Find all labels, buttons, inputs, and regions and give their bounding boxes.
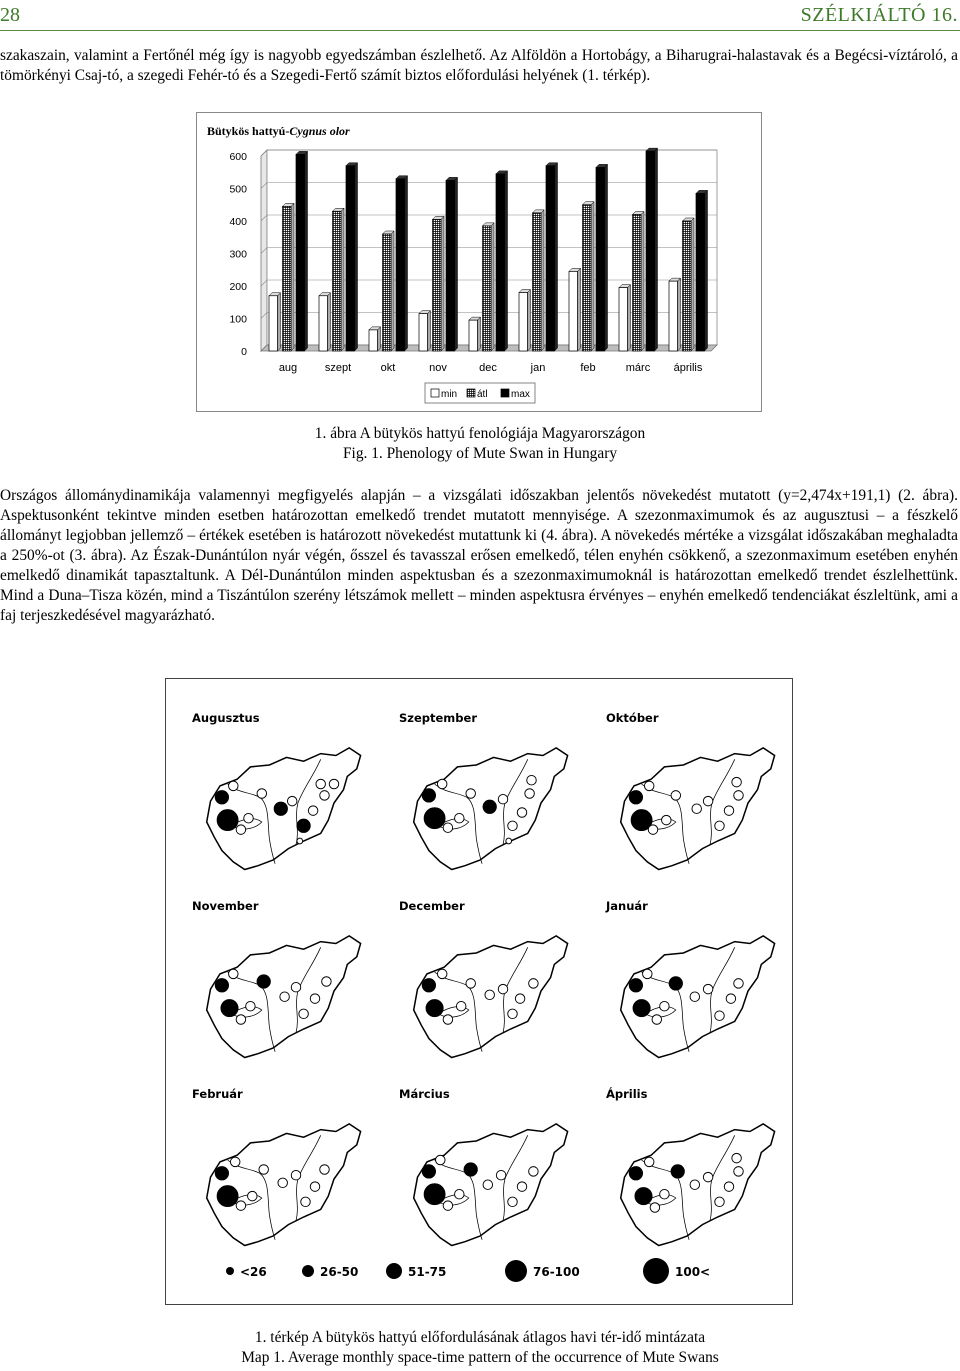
bar-side bbox=[378, 327, 381, 351]
bar-side bbox=[455, 177, 458, 351]
journal-title: SZÉLKIÁLTÓ 16. bbox=[800, 4, 958, 26]
legend-swatch bbox=[501, 389, 509, 397]
bar-max bbox=[396, 179, 405, 351]
bar-max bbox=[596, 167, 605, 351]
bar-max bbox=[696, 193, 705, 351]
map-month-label: Április bbox=[606, 1087, 648, 1101]
map1-caption-en: Map 1. Average monthly space-time pattern of the occurrence of Mute Swans bbox=[241, 1349, 719, 1366]
occurrence-dot bbox=[660, 1189, 670, 1199]
occurrence-dot bbox=[517, 808, 527, 818]
bar-side bbox=[691, 218, 694, 351]
occurrence-dot bbox=[291, 982, 301, 992]
bar-max bbox=[296, 154, 305, 351]
map-panel bbox=[588, 875, 788, 1065]
map-group bbox=[621, 1124, 775, 1246]
bar-átl bbox=[533, 213, 542, 351]
chart-svg bbox=[197, 113, 763, 413]
map-month-label: Január bbox=[606, 899, 648, 913]
legend-dot bbox=[505, 1260, 527, 1282]
map-panel bbox=[381, 875, 581, 1065]
bar-side bbox=[578, 268, 581, 351]
occurrence-dot bbox=[671, 1165, 684, 1178]
occurrence-dot bbox=[229, 781, 239, 791]
map-group bbox=[207, 748, 361, 870]
bar-side bbox=[328, 293, 331, 351]
occurrence-dot bbox=[310, 1182, 320, 1192]
bar-átl bbox=[383, 234, 392, 351]
phenology-chart bbox=[196, 112, 762, 412]
legend-range-label: 51-75 bbox=[408, 1265, 447, 1279]
bar-side bbox=[605, 164, 608, 351]
bar-átl bbox=[633, 215, 642, 352]
occurrence-dot bbox=[715, 1197, 725, 1207]
occurrence-dot bbox=[221, 1000, 238, 1017]
monthly-maps-figure bbox=[165, 678, 793, 1305]
occurrence-dot bbox=[437, 969, 447, 979]
occurrence-dot bbox=[297, 819, 310, 832]
occurrence-dot bbox=[215, 979, 228, 992]
bar-max bbox=[446, 180, 455, 351]
occurrence-dot bbox=[443, 1201, 453, 1211]
bar-átl bbox=[283, 206, 292, 351]
occurrence-dot bbox=[690, 1180, 700, 1190]
bar-min bbox=[469, 320, 478, 351]
occurrence-dot bbox=[485, 990, 495, 1000]
bar-min bbox=[519, 293, 528, 352]
occurrence-dot bbox=[506, 838, 512, 844]
map-month-label: December bbox=[399, 899, 465, 913]
map-group bbox=[207, 1124, 361, 1246]
occurrence-dot bbox=[443, 1015, 453, 1025]
occurrence-dot bbox=[715, 821, 725, 831]
occurrence-dot bbox=[320, 791, 330, 801]
bar-side bbox=[278, 293, 281, 351]
legend-dot bbox=[643, 1258, 669, 1284]
occurrence-dot bbox=[215, 1167, 228, 1180]
occurrence-dot bbox=[648, 825, 658, 835]
chart-title: Bütykös hattyú-Cygnus olor bbox=[207, 124, 350, 138]
map-panel bbox=[174, 875, 374, 1065]
page-number: 28 bbox=[0, 4, 20, 26]
bar-átl bbox=[583, 205, 592, 351]
x-tick-label: okt bbox=[380, 362, 396, 374]
figure1-caption-hu: 1. ábra A bütykös hattyú fenológiája Magyarországon bbox=[314, 425, 646, 442]
map-panel bbox=[588, 1063, 788, 1253]
bar-max bbox=[646, 151, 655, 351]
occurrence-dot bbox=[301, 1197, 311, 1207]
map-month-label: November bbox=[192, 899, 259, 913]
occurrence-dot bbox=[310, 994, 320, 1004]
occurrence-dot bbox=[629, 979, 642, 992]
y-tick-label: 300 bbox=[229, 248, 247, 261]
bar-side bbox=[291, 203, 294, 351]
map-group bbox=[207, 936, 361, 1058]
x-tick-label: jan bbox=[530, 362, 546, 374]
bar-side bbox=[391, 231, 394, 351]
occurrence-dot bbox=[424, 1184, 445, 1205]
map-group bbox=[414, 748, 568, 870]
dynamics-paragraph: Országos állománydinamikája valamennyi megfigyelés alapján – a vizsgálati időszakban jelentős növekedést mutatott (y=2,474x+191,1) (2. ábra). Aspektusonként tekintve minden esetben határozottan emelkedő trendet mutatott mennyisége. A szezonmaximumok és az augusztusi – a fészkelő állományt legjobban jellemző – értékek esetében is határozott növekedést mutattunk ki (4. ábra). A növekedés mértéke a vizsgálat időszakában meghaladta a 250%-ot (3. ábra). Az Észak-Dunántúlon nyár végén, ősszel és tavasszal erősen emelkedő, télen enyhén csökkenő, a szezonmaximum esetében enyhén emelkedő dinamikát tapasztaltunk. A Dél-Dunántúlon minden aspektusban és a szezonmaximumoknál is határozottan emelkedő trendet észlelhettünk. Mind a Duna–Tisza közén, mind a Tiszántúlon szerény létszámok mellett – minden aspektusra érvényes – enyhén emelkedő tendenciákat észleltünk, ami a faj terjeszkedésével magyarázható. bbox=[0, 487, 958, 624]
occurrence-dot bbox=[726, 994, 736, 1004]
occurrence-dot bbox=[424, 808, 445, 829]
occurrence-dot bbox=[455, 813, 465, 823]
occurrence-dot bbox=[483, 1180, 493, 1190]
occurrence-dot bbox=[724, 1182, 734, 1192]
occurrence-dot bbox=[291, 1170, 301, 1180]
occurrence-dot bbox=[671, 791, 681, 801]
bar-max bbox=[346, 166, 355, 351]
bar-side bbox=[478, 317, 481, 351]
occurrence-dot bbox=[217, 810, 238, 831]
y-tick-label: 600 bbox=[229, 151, 247, 163]
map-group bbox=[414, 936, 568, 1058]
occurrence-dot bbox=[436, 1155, 446, 1165]
legend-label: átl bbox=[477, 389, 488, 400]
occurrence-dot bbox=[229, 969, 239, 979]
occurrence-dot bbox=[662, 815, 672, 825]
occurrence-dot bbox=[248, 1191, 257, 1201]
x-tick-label: dec bbox=[479, 362, 497, 374]
occurrence-dot bbox=[508, 821, 518, 831]
occurrence-dot bbox=[274, 802, 287, 815]
occurrence-dot bbox=[529, 979, 539, 989]
occurrence-dot bbox=[669, 977, 682, 990]
occurrence-dot bbox=[329, 779, 339, 789]
occurrence-dot bbox=[230, 1157, 240, 1167]
map-legend-svg bbox=[166, 1251, 794, 1291]
occurrence-dot bbox=[456, 1001, 466, 1011]
bar-side bbox=[505, 171, 508, 351]
occurrence-dot bbox=[517, 1182, 527, 1192]
legend-range-label: <26 bbox=[240, 1265, 267, 1279]
bar-min bbox=[419, 314, 428, 351]
occurrence-dot bbox=[246, 1001, 256, 1011]
map1-caption-hu: 1. térkép A bütykös hattyú előfordulásának átlagos havi tér-idő mintázata bbox=[254, 1329, 706, 1346]
occurrence-dot bbox=[443, 823, 453, 833]
occurrence-dot bbox=[703, 796, 713, 806]
occurrence-dot bbox=[308, 806, 318, 816]
y-tick-label: 500 bbox=[229, 183, 247, 196]
occurrence-dot bbox=[652, 1015, 662, 1025]
occurrence-dot bbox=[498, 984, 508, 994]
map-panel bbox=[588, 687, 788, 877]
occurrence-dot bbox=[527, 775, 537, 785]
legend-dot bbox=[302, 1265, 314, 1277]
map-legend bbox=[166, 1251, 794, 1291]
occurrence-dot bbox=[455, 1189, 465, 1199]
bar-side bbox=[555, 163, 558, 351]
occurrence-dot bbox=[257, 789, 267, 799]
occurrence-dot bbox=[259, 1165, 269, 1175]
occurrence-dot bbox=[643, 969, 653, 979]
legend-label: max bbox=[511, 389, 530, 400]
occurrence-dot bbox=[466, 979, 476, 989]
intro-paragraph: szakaszain, valamint a Fertőnél még így is nagyobb egyedszámban észlelhető. Az Alföldön a Hortobágy, a Biharugrai-halastavak és a Begécsi-víztároló, a tömörkényi Csaj-tó, a szegedi Fehér-tó és a Szegedi-Fertő számít biztos előfordulási helyének (1. térkép). bbox=[0, 47, 958, 84]
x-tick-label: április bbox=[673, 362, 703, 374]
occurrence-dot bbox=[525, 789, 535, 799]
occurrence-dot bbox=[437, 779, 447, 789]
bar-min bbox=[669, 281, 678, 351]
legend-range-label: 26-50 bbox=[320, 1265, 359, 1279]
occurrence-dot bbox=[297, 838, 303, 844]
legend-range-label: 76-100 bbox=[533, 1265, 580, 1279]
bar-min bbox=[619, 288, 628, 351]
bar-side bbox=[641, 212, 644, 352]
occurrence-dot bbox=[724, 806, 734, 816]
occurrence-dot bbox=[278, 1178, 288, 1188]
bar-side bbox=[441, 216, 444, 351]
occurrence-dot bbox=[466, 789, 476, 799]
bar-min bbox=[319, 296, 328, 351]
legend-swatch bbox=[467, 389, 475, 397]
map-panel bbox=[381, 1063, 581, 1253]
occurrence-dot bbox=[215, 791, 228, 804]
bar-side bbox=[541, 210, 544, 351]
y-tick-label: 0 bbox=[241, 346, 247, 358]
bar-side bbox=[628, 285, 631, 351]
occurrence-dot bbox=[236, 1015, 246, 1025]
bar-side bbox=[528, 290, 531, 352]
bar-side bbox=[305, 151, 308, 351]
y-tick-label: 200 bbox=[229, 281, 247, 293]
occurrence-dot bbox=[644, 781, 654, 791]
bar-side bbox=[428, 311, 431, 351]
map-panel bbox=[381, 687, 581, 877]
occurrence-dot bbox=[422, 789, 435, 802]
page-header bbox=[0, 2, 960, 31]
legend-dot bbox=[386, 1263, 402, 1279]
occurrence-dot bbox=[508, 1009, 518, 1019]
occurrence-dot bbox=[464, 1163, 477, 1176]
occurrence-dot bbox=[692, 804, 702, 814]
bar-side bbox=[655, 148, 658, 351]
bar-side bbox=[355, 163, 358, 351]
occurrence-dot bbox=[734, 791, 744, 801]
y-tick-label: 100 bbox=[229, 313, 247, 326]
x-tick-label: feb bbox=[580, 362, 596, 374]
occurrence-dot bbox=[257, 975, 270, 988]
map-month-label: Október bbox=[606, 711, 659, 725]
occurrence-dot bbox=[703, 984, 713, 994]
occurrence-dot bbox=[287, 796, 297, 806]
bar-min bbox=[569, 271, 578, 351]
map-panel bbox=[174, 1063, 374, 1253]
bar-side bbox=[341, 208, 344, 351]
occurrence-dot bbox=[529, 1167, 539, 1177]
map-group bbox=[414, 1124, 568, 1246]
occurrence-dot bbox=[635, 1188, 652, 1205]
occurrence-dot bbox=[732, 1153, 742, 1163]
x-tick-label: márc bbox=[625, 362, 651, 374]
occurrence-dot bbox=[508, 1197, 518, 1207]
bar-side bbox=[591, 202, 594, 351]
x-tick-label: nov bbox=[429, 362, 447, 374]
chart-legend bbox=[425, 383, 535, 403]
bar-min bbox=[269, 296, 278, 351]
occurrence-dot bbox=[732, 777, 742, 787]
occurrence-dot bbox=[244, 813, 254, 823]
legend-dot bbox=[226, 1267, 234, 1275]
map-group bbox=[621, 936, 775, 1058]
map-month-label: Augusztus bbox=[192, 711, 260, 725]
occurrence-dot bbox=[496, 1170, 506, 1180]
occurrence-dot bbox=[422, 1165, 435, 1178]
legend-range-label: 100< bbox=[675, 1265, 711, 1279]
map-month-label: Február bbox=[192, 1087, 243, 1101]
x-tick-label: aug bbox=[278, 362, 298, 374]
occurrence-dot bbox=[236, 1201, 246, 1211]
bar-max bbox=[496, 174, 505, 351]
occurrence-dot bbox=[734, 979, 744, 989]
occurrence-dot bbox=[483, 800, 496, 813]
map-month-label: Szeptember bbox=[399, 711, 477, 725]
bar-side bbox=[491, 223, 494, 351]
occurrence-dot bbox=[320, 1165, 330, 1175]
occurrence-dot bbox=[644, 1157, 654, 1167]
occurrence-dot bbox=[299, 1009, 309, 1019]
occurrence-dot bbox=[422, 979, 435, 992]
bar-átl bbox=[333, 211, 342, 351]
occurrence-dot bbox=[660, 1001, 670, 1011]
occurrence-dot bbox=[426, 1000, 443, 1017]
legend-label: min bbox=[441, 389, 458, 400]
occurrence-dot bbox=[629, 1167, 642, 1180]
occurrence-dot bbox=[650, 1203, 660, 1213]
occurrence-dot bbox=[734, 1167, 744, 1177]
occurrence-dot bbox=[316, 779, 326, 789]
occurrence-dot bbox=[515, 994, 525, 1004]
y-tick-label: 400 bbox=[229, 216, 247, 228]
map-group bbox=[621, 748, 775, 870]
legend-swatch bbox=[431, 389, 439, 397]
map-month-label: Március bbox=[399, 1087, 450, 1101]
occurrence-dot bbox=[322, 977, 332, 987]
occurrence-dot bbox=[703, 1172, 713, 1182]
map-panel bbox=[174, 687, 374, 877]
bar-átl bbox=[433, 219, 442, 351]
bar-max bbox=[546, 166, 555, 351]
occurrence-dot bbox=[498, 794, 508, 804]
bar-side bbox=[678, 278, 681, 351]
bar-side bbox=[405, 176, 408, 351]
figure1-caption-en: Fig. 1. Phenology of Mute Swan in Hungary bbox=[342, 445, 618, 462]
occurrence-dot bbox=[690, 992, 700, 1002]
occurrence-dot bbox=[715, 1011, 725, 1021]
bar-side bbox=[705, 190, 708, 351]
occurrence-dot bbox=[633, 1000, 650, 1017]
occurrence-dot bbox=[280, 992, 290, 1002]
occurrence-dot bbox=[217, 1186, 238, 1207]
bar-átl bbox=[483, 226, 492, 351]
x-tick-label: szept bbox=[324, 362, 352, 374]
bar-átl bbox=[683, 221, 692, 351]
occurrence-dot bbox=[236, 825, 246, 835]
occurrence-dot bbox=[629, 791, 642, 804]
bar-min bbox=[369, 330, 378, 351]
